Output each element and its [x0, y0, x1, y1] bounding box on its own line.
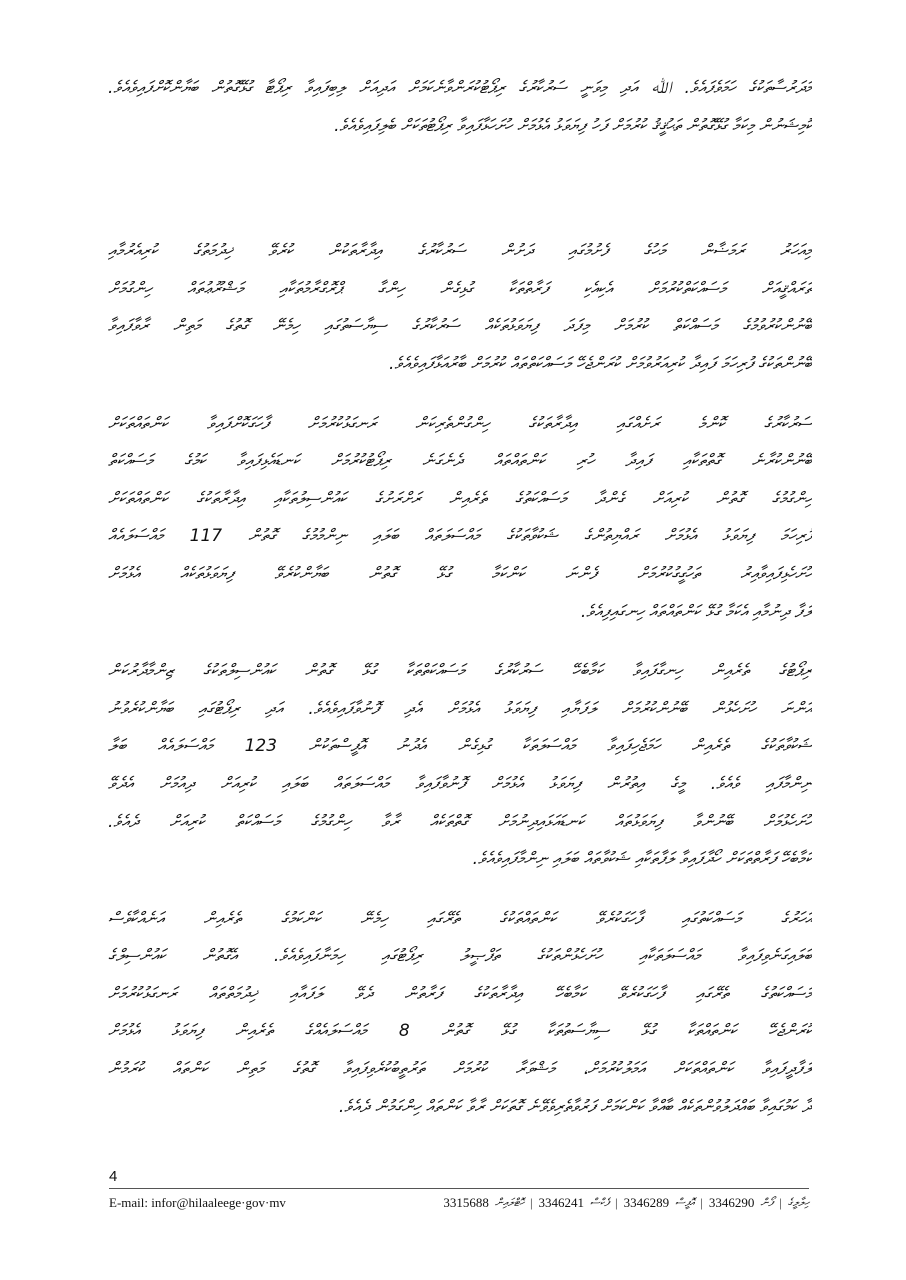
text-line: ޝަކުވާތަކުގެ ތެރެއިން ހަމަޖެހިފައިވާ މައްސަލަތަކާ ގުޅިގެން އެދުނު އޮފީސްތަކުން 123 މައްސަލައެއް ބަލާ	[108, 736, 812, 757]
paragraph	[108, 653, 812, 879]
footer-contact-label: އޮފީސް	[675, 1196, 695, 1209]
text-line: މިއަހަރު ރަމަޟާން މަހުގެ ފެށުމުގައި ދަށުން ސަރުކާރުގެ އިދާރާތަކުން ކުރެވޭ ޚިދުމަތުގެ ކުރިއެރުމާއި	[108, 241, 812, 262]
footer-separator: |	[700, 1195, 703, 1210]
text-line: ހުށަހެޅިފައިވާއިރު ތަހުގީގުކުރުމަށް ފެންނަ ކަންކަމާ ގުޅޭ ގޮތުން ބަޔާންކުރެވޭ ފިޔަވަޅުތަކެއް އެޅުމަށް	[108, 563, 812, 584]
footer-contact-label: ހޮޓްލައިން	[494, 1196, 524, 1209]
text-line: ރިޕޯޓުގެ ތެރެއިން ހިނގާފައިވާ ކަމާބެހޭ ސަރުކާރުގެ މަސައްކަތްތަކާ ގުޅޭ ގޮތުން ކައުންސިލްތަކުގެ ޒިންމާދާރުކަން	[108, 661, 812, 682]
text-line: ދާ ކަމުގައިވާ ބައްދަލުވުންތަކެއް ބާއްވާ ކަންކަމަށް ފަރުވާތެރިވެވޭނެ ގޮތަކަށް ރާވާ ކަންތައް ހިންގަމުން ދެއެވެ.	[338, 1096, 812, 1117]
text-line: ބޭނުންކުރުވުމުގެ މަސައްކަތް ކުރުމަށް މިފަދަ ފިޔަވަޅުތަކެއް ސަރުކާރުގެ ސިޔާސަތުގައި ހިމެނޭ ގޮތުގެ މަތިން ރާވާފައިވާ	[108, 316, 812, 337]
text-line: މަދަރުސާތަކުގެ ހަމަވެފައެވެ. ﷲ އަދި މިވަނީ ސަރުކާރުގެ ރިޕޯޓުކުރަންވާނެކަމަށް އަދިއަށް ލިބިފައިވާ ރިޕޯޓާ ގުޅޭގޮތުން ބަޔާންކޮށްފައިވެއެވެ.	[108, 78, 812, 98]
text-line: ފުރިހަމަ ފިޔަވަޅު އެޅުމަށް ރައްޔިތުންގެ ޝަކުވާތަކުގެ މައްސަލަތައް ބަލައި ނިންމުމުގެ ގޮތުން 117 މައްސަލައެއް	[108, 526, 812, 547]
footer-phone-number: 3346241	[538, 1195, 585, 1210]
text-line: ހިންގުމުގެ ގޮތުން ކުރިއަށް ގެންދާ މަސައްކަތުގެ ތެރެއިން ރަށްރަށުގެ ކައުންސިލުތަކާއި އިދާރާތަކުގެ ކަންތައްތަކަށް	[108, 488, 812, 509]
text-line: ތަރައްޤީއަށް މަސައްކަތްކުރުމަށް އެކިއެކި ފަރާތްތަކާ ގުޅިގެން ހިންގާ ޕްރޮގްރާމުތަކާއި މަޝްރޫޢުތައް ހިންގުމަށް	[108, 278, 812, 299]
text-line: ނިންމާފައި ވެއެވެ. މީގެ އިތުރުން ފިޔަވަޅު އެޅުމަށް ފޮނުވާފައިވާ މައްސަލަތައް ބަލައި ކުރިއަށް ދިއުމަށް އެދެވޭ	[108, 773, 812, 794]
footer	[109, 1192, 809, 1214]
paragraph	[108, 901, 812, 1127]
document-body	[108, 70, 812, 1126]
text-line: ބަލައިގަނެވިފައިވާ މައްސަލަތަކާއި ހުށަހެޅުންތަކުގެ ތަފްޞީލު ރިޕޯޓުގައި ހިމަނާފައިވެއެވެ. އެގޮތުން ކައުންސިލްގެ	[108, 946, 812, 967]
footer-contacts	[443, 1195, 809, 1211]
footer-phone-number: 3346289	[623, 1195, 670, 1210]
footer-divider	[109, 1188, 809, 1189]
paragraph	[108, 70, 812, 145]
paragraph	[108, 233, 812, 383]
footer-separator: |	[529, 1195, 533, 1210]
text-line: ލަފާދީފައިވާ ކަންތައްތަކަށް އަމަލުކުރުމަށް، މަޝްވަރާ ކުރުމަށް ތަރުތީބުކުރެވިފައިވާ ގޮތުގެ މަތިން ކަންތައް ކުރަމުން	[108, 1059, 812, 1080]
text-line: މަސައްކަތުގެ ތެރޭގައި ފާހަގަކުރެވޭ ކަމާބެހޭ އިދާރާތަކުގެ ފަރާތުން ދެވޭ ލަފައާއި ޚިދުމަތްތައް ރަނގަޅުކުރުމަށް	[108, 983, 812, 1004]
paragraph	[108, 406, 812, 632]
footer-phone-number: 3315688	[443, 1195, 489, 1210]
page-number: 4	[109, 1168, 118, 1185]
text-line: ސަރުކާރުގެ ކޮންމެ ރަށެއްގައި އިދާރާތަކުގެ ހިންގުންތެރިކަން ރަނގަޅުކުރުމަށް ފާހަގަކޮށްފައިވާ ކަންތައްތަކަށް	[108, 413, 812, 434]
text-line: ހުށަހެޅުމަށް ބޭނުންވާ ފިޔަވަޅުތައް ކަނޑައަޅައިދިނުމަށް ގޮތްތަކެއް ރާވާ ހިންގުމުގެ މަސައްކަތް ކުރިއަށް ދެއެވެ.	[108, 811, 812, 832]
text-line: ލަފާ ދިނުމާއި އެކަމާ ގުޅޭ ކަންތައްތައް ހިނގައިފިއެވެ.	[580, 601, 812, 622]
text-line: ކުރަންޖެހޭ ކަންތައްތަކާ ގުޅޭ ސިޔާސަތުތަކާ ގުޅޭ ގޮތުން 8 މައްސަލައެއްގެ ތެރެއިން ފިޔަވަޅު އެޅުމަށް	[108, 1021, 812, 1042]
footer-contact-label: ހިލާލީގެ	[787, 1196, 809, 1209]
footer-contact-label: ފެކްސް	[590, 1196, 609, 1209]
footer-separator: |	[779, 1195, 782, 1210]
text-line: ބޭނުންތަކުގެ ފުރިހަމަ ފައިދާ ކުރިއަރުވުމަށް ކުރަންޖެހޭ މަސައްކަތްތައް ކުރުމަށް ބާރުއަޅާފައިވެއެވެ.	[389, 353, 812, 374]
text-line: އަންނަ ހުށަހެޅުން ބޭނުންކުރުމަށް ލަފަޔާއި ފިޔަވަޅު އެޅުމަށް އެދި ފޮނުވާފައިވެއެވެ. އަދި ރިޕޯޓުގައި ބަޔާންކުރެވުނު	[108, 698, 812, 719]
text-line: އަހަރުގެ މަސައްކަތުގައި ފާހަގަކުރެވޭ ކަންތައްތަކުގެ ތެރޭގައި ހިމެނޭ ކަންކަމުގެ ތެރެއިން އަނެއްކާވެސް	[108, 908, 812, 929]
text-line: ކޮމިޝަނުން މިކަމާ ގުޅޭގޮތުން ތަޙުޤީޤު ކުރުމަށް ފަހު ފިޔަވަޅު އެޅުމަށް ހުށަހަޅާފައިވާ ރިޕޯޓުތަކަށް ބެލިފައިވެއެވެ.	[334, 115, 812, 136]
text-line: ކަމާބެހޭ ފަރާތްތަކަށް ހޯދާފައިވާ ލަފާތަކާއި ޝަކުވާތައް ބަލައި ނިންމާފައިވެއެވެ.	[472, 849, 812, 870]
footer-separator: |	[614, 1195, 618, 1210]
text-line: ބޭނުންކުރާނެ ގޮތްތަކާއި ފައިދާ ހުރި ކަންތައްތައް ދެނެގަނެ ރިޕޯޓުކުރުމަށް ކަނޑައެޅިފައިވާ ކަމުގެ މަސައްކަތް	[108, 451, 812, 472]
footer-contact-label: ފޯން	[760, 1196, 774, 1209]
footer-email[interactable]: E-mail: infor@hilaaleege·gov·mv	[109, 1195, 286, 1210]
footer-phone-number: 3346290	[708, 1195, 755, 1210]
